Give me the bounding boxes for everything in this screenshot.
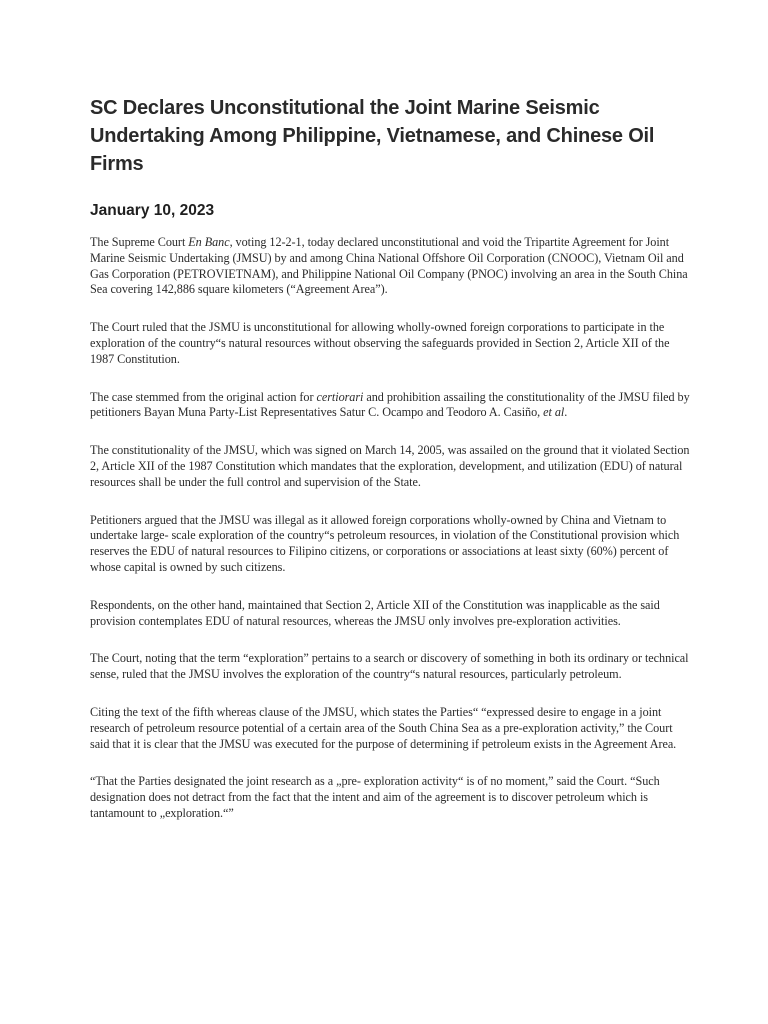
paragraph-1: The Supreme Court En Banc, voting 12-2-1, today declared unconstitutional and void the Tripartite Agreement for Joint Marine Seismic Undertaking (JMSU) by and among China National Offshore Oil Corporation (CNOOC), Vietnam Oil and Gas Corporation (PETROVIETNAM), and Philippine National Oil Company (PNOC) involving an area in the South China Sea covering 142,886 square kilometers (“Agreement Area”). <box>90 235 688 297</box>
paragraph-5: Petitioners argued that the JMSU was illegal as it allowed foreign corporations wholly-owned by China and Vietnam to undertake large- scale exploration of the country“s petroleum resources, in violation of the Constitutional provision which reserves the EDU of natural resources to Filipino citizens, or corporations or associations at least sixty (60%) percent of whose capital is owned by such citizens. <box>90 512 680 574</box>
paragraph-3: The case stemmed from the original action for certiorari and prohibition assailing the constitutionality of the JMSU filed by petitioners Bayan Muna Party-List Representatives Satur C. Ocampo and Teodoro A. Casiño, et al. <box>90 389 690 420</box>
article <box>90 94 690 822</box>
paragraph-6: Respondents, on the other hand, maintained that Section 2, Article XII of the Constitution was inapplicable as the said provision contemplates EDU of natural resources, whereas the JMSU only involves pre-exploration activities. <box>90 597 660 628</box>
article-body <box>90 235 690 822</box>
article-date: January 10, 2023 <box>90 202 215 219</box>
certiorari-italic: certiorari <box>316 389 364 404</box>
article-title: SC Declares Unconstitutional the Joint Marine Seismic Undertaking Among Philippine, Vietnamese, and Chinese Oil Firms <box>90 97 655 175</box>
paragraph-4: The constitutionality of the JMSU, which was signed on March 14, 2005, was assailed on the ground that it violated Section 2, Article XII of the 1987 Constitution which mandates that the exploration, development, and utilization (EDU) of natural resources shall be under the full control and supervision of the State. <box>90 443 690 489</box>
et-al-italic: et al <box>543 405 565 420</box>
paragraph-2: The Court ruled that the JSMU is unconstitutional for allowing wholly-owned foreign corporations to participate in the exploration of the country“s natural resources without observing the safeguards provided in Section 2, Article XII of the 1987 Constitution. <box>90 320 670 366</box>
paragraph-9: “That the Parties designated the joint research as a „pre- exploration activity“ is of no moment,” said the Court. “Such designation does not detract from the fact that the intent and aim of the agreement is to discover petroleum which is tantamount to „exploration.“” <box>90 774 660 820</box>
paragraph-7: The Court, noting that the term “exploration” pertains to a search or discovery of something in both its ordinary or technical sense, ruled that the JMSU involves the exploration of the country“s natural resources, particularly petroleum. <box>90 651 689 682</box>
paragraph-8: Citing the text of the fifth whereas clause of the JMSU, which states the Parties“ “expressed desire to engage in a joint research of petroleum resource potential of a certain area of the South China Sea as a pre-exploration activity,” the Court said that it is clear that the JMSU was executed for the purpose of determining if petroleum exists in the Agreement Area. <box>90 704 677 751</box>
en-banc-italic: En Banc <box>188 235 230 249</box>
